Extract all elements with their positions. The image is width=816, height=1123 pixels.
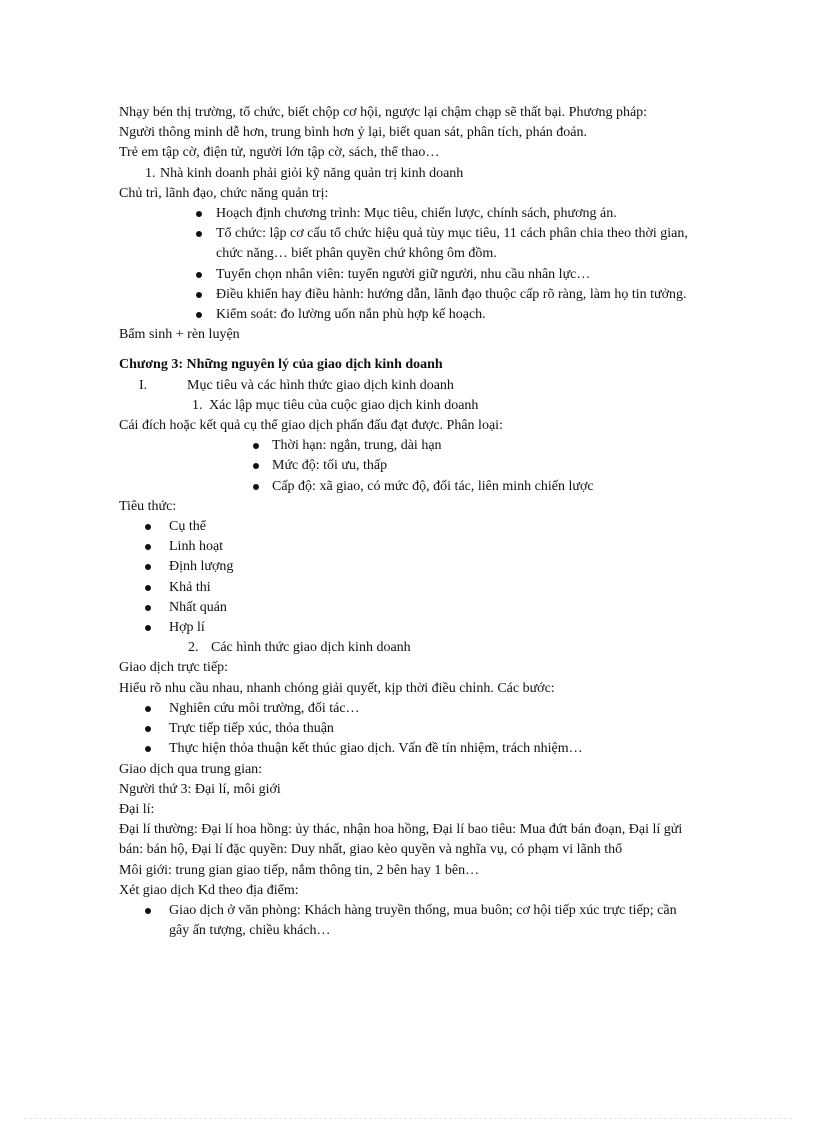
item-text: Xác lập mục tiêu của cuộc giao dịch kinh doanh [209, 397, 479, 413]
list-item-text: Điều khiển hay điều hành: hướng dẫn, lãnh đạo thuộc cấp rõ ràng, làm họ tin tưởng. [216, 286, 687, 302]
list-item-text: Thực hiện thỏa thuận kết thúc giao dịch. Vấn đề tín nhiệm, trách nhiệm… [169, 741, 583, 757]
bullet-icon [196, 272, 202, 278]
chapter-heading: Chương 3: Những nguyên lý của giao dịch kinh doanh [119, 357, 443, 373]
list-item-text: Thời hạn: ngắn, trung, dài hạn [272, 438, 442, 454]
bullet-icon [253, 463, 259, 469]
list-item [119, 305, 691, 325]
list-item [119, 578, 699, 598]
paragraph: Cái đích hoặc kết quả cụ thể giao dịch phấn đấu đạt được. Phân loại: [119, 418, 503, 434]
list-item [119, 204, 691, 224]
list-item-text: Hoạch định chương trình: Mục tiêu, chiến lược, chính sách, phương án. [216, 206, 617, 222]
paragraph: Nhạy bén thị trường, tổ chức, biết chộp cơ hội, ngược lại chậm chạp sẽ thất bại. Phương pháp: [119, 105, 648, 120]
list-item-text: Nghiên cứu môi trường, đối tác… [169, 700, 360, 716]
item-number: 1. [145, 165, 156, 181]
paragraph: Môi giới: trung gian giao tiếp, nắm thông tin, 2 bên hay 1 bên… [119, 862, 480, 878]
list-item-text: Tuyển chọn nhân viên: tuyển người giữ người, nhu cầu nhân lực… [216, 266, 591, 282]
item-number: I. [139, 377, 148, 393]
paragraph: Đại lí thường: Đại lí hoa hồng: ủy thác, nhận hoa hồng, Đại lí bao tiêu: Mua đứt bán đoạn, Đại lí gửi bán: bán hộ, Đại lí đặc quyền: Duy nhất, giao kèo quyền và nghĩa vụ, có phạm vi lãnh thổ [119, 822, 683, 858]
paragraph: Giao dịch trực tiếp: [119, 660, 229, 676]
paragraph: Trẻ em tập cờ, điện tử, người lớn tập cờ, sách, thể thao… [119, 145, 440, 161]
paragraph: Bẩm sinh + rèn luyện [119, 327, 240, 343]
item-number: 2. [188, 640, 199, 656]
bullet-icon [145, 524, 151, 530]
list-item [119, 598, 699, 618]
numbered-item [119, 396, 699, 416]
item-text: Nhà kinh doanh phải giỏi kỹ năng quản trị kinh doanh [160, 165, 464, 181]
roman-item [119, 376, 699, 396]
bullet-icon [145, 625, 151, 631]
paragraph: Tiêu thức: [119, 498, 177, 514]
list-item-text: Nhất quán [169, 599, 227, 615]
bullet-list [119, 517, 699, 638]
paragraph: Xét giao dịch Kd theo địa điểm: [119, 882, 299, 898]
list-item-text: Cấp độ: xã giao, có mức độ, đối tác, liên minh chiến lược [272, 478, 594, 494]
list-item [119, 537, 699, 557]
list-item-text: Mức độ: tối ưu, thấp [272, 458, 388, 474]
list-item [119, 618, 699, 638]
bullet-icon [253, 443, 259, 449]
bullet-icon [196, 211, 202, 217]
list-item [119, 517, 699, 537]
list-item [119, 719, 699, 739]
item-text: Các hình thức giao dịch kinh doanh [211, 640, 411, 656]
list-item [119, 265, 691, 285]
bullet-list [119, 901, 699, 941]
list-item-text: Giao dịch ở văn phòng: Khách hàng truyền thống, mua buôn; cơ hội tiếp xúc trực tiếp; cần gây ấn tượng, chiều khách… [169, 902, 677, 939]
bullet-list [119, 204, 699, 325]
list-item-text: Trực tiếp tiếp xúc, thỏa thuận [169, 721, 334, 737]
paragraph: Giao dịch qua trung gian: [119, 761, 263, 777]
list-item [119, 739, 699, 759]
list-item-text: Tổ chức: lập cơ cấu tổ chức hiệu quả tùy mục tiêu, 11 cách phân chia theo thời gian, chức năng… biết phân quyền chứ không ôm đồm. [216, 226, 688, 262]
bullet-icon [145, 746, 151, 752]
list-item [119, 285, 691, 305]
list-item-text: Kiểm soát: đo lường uốn nắn phù hợp kế hoạch. [216, 307, 486, 323]
list-item-text: Linh hoạt [169, 539, 224, 555]
paragraph: Hiểu rõ nhu cầu nhau, nhanh chóng giải quyết, kịp thời điều chỉnh. Các bước: [119, 680, 555, 696]
paragraph: Người thứ 3: Đại lí, môi giới [119, 781, 281, 797]
list-item [119, 477, 699, 497]
page-bottom-divider [24, 1118, 792, 1119]
list-item [119, 456, 699, 476]
list-item-text: Cụ thể [169, 519, 206, 535]
bullet-icon [145, 585, 151, 591]
bullet-icon [145, 706, 151, 712]
numbered-item [119, 638, 699, 658]
bullet-icon [145, 544, 151, 550]
bullet-icon [145, 605, 151, 611]
bullet-icon [145, 908, 151, 914]
paragraph: Đại lí: [119, 801, 155, 817]
list-item [119, 224, 691, 264]
bullet-list [119, 436, 699, 497]
list-item [119, 436, 699, 456]
list-item-text: Định lượng [169, 559, 234, 575]
bullet-list [119, 699, 699, 760]
item-number: 1. [192, 397, 203, 413]
bullet-icon [196, 312, 202, 318]
numbered-item [119, 164, 699, 184]
list-item-text: Hợp lí [169, 620, 205, 636]
list-item [119, 557, 699, 577]
document-body [119, 103, 699, 941]
paragraph: Người thông minh dễ hơn, trung bình hơn ỷ lại, biết quan sát, phân tích, phán đoán. [119, 125, 588, 141]
bullet-icon [196, 231, 202, 237]
bullet-icon [145, 564, 151, 570]
list-item [119, 901, 689, 941]
bullet-icon [253, 484, 259, 490]
list-item [119, 699, 699, 719]
list-item-text: Khả thi [169, 579, 211, 595]
item-text: Mục tiêu và các hình thức giao dịch kinh doanh [187, 377, 454, 393]
bullet-icon [196, 292, 202, 298]
bullet-icon [145, 726, 151, 732]
paragraph: Chủ trì, lãnh đạo, chức năng quản trị: [119, 185, 329, 201]
